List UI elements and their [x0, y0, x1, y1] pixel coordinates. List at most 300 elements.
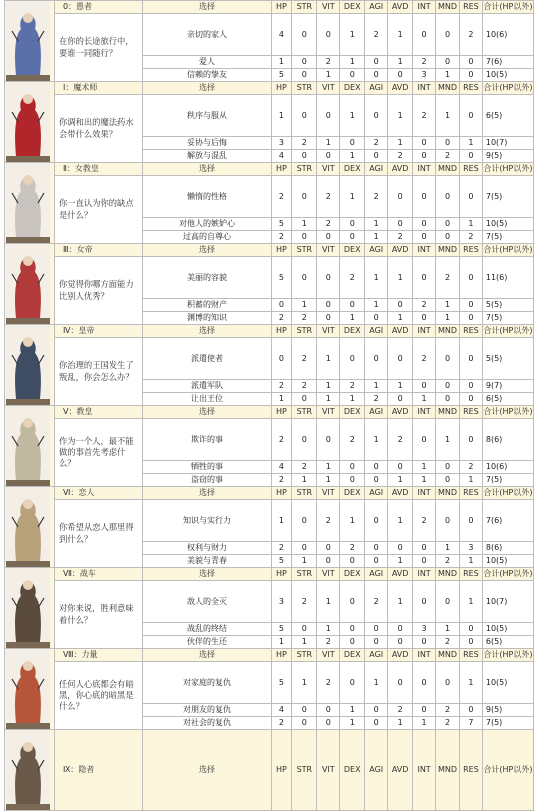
stat-value: 1 [317, 69, 340, 82]
stat-header-dex: DEX [340, 649, 365, 662]
card-title: Ⅴ：教皇 [54, 406, 143, 419]
stat-value: 0 [413, 542, 436, 555]
stat-header-vit: VIT [317, 244, 340, 257]
stat-value: 1 [292, 299, 317, 312]
stat-value: 2 [436, 636, 460, 649]
stat-value: 0 [436, 380, 460, 393]
card-question: 作为一个人，最不能做的事首先考虑什么？ [54, 419, 143, 487]
stat-header-avd: AVD [388, 730, 413, 811]
stat-header-vit: VIT [317, 1, 340, 14]
stat-value: 1 [340, 393, 365, 406]
option-label: 对朋友的复仇 [143, 704, 271, 717]
stat-value: 11(6) [482, 257, 533, 299]
card-header-row [5, 163, 534, 176]
stat-value: 0 [340, 555, 365, 568]
stat-value: 1 [292, 555, 317, 568]
stat-value: 9(5) [482, 704, 533, 717]
stat-value: 0 [413, 555, 436, 568]
stat-value: 1 [317, 623, 340, 636]
stat-value: 0 [292, 176, 317, 218]
stat-value: 2 [317, 500, 340, 542]
card-title: Ⅸ：隐者 [54, 730, 143, 811]
stat-header-res: RES [459, 244, 482, 257]
stat-value: 0 [436, 218, 460, 231]
stat-header-dex: DEX [340, 406, 365, 419]
stat-value: 2 [317, 636, 340, 649]
stat-header-avd: AVD [388, 163, 413, 176]
stat-value: 5 [271, 555, 292, 568]
stat-value: 0 [271, 338, 292, 380]
stat-header-dex: DEX [340, 82, 365, 95]
stat-value: 2 [317, 218, 340, 231]
tarot-card [5, 487, 51, 567]
stat-value: 2 [292, 461, 317, 474]
stat-value: 4 [271, 461, 292, 474]
stat-value: 2 [317, 176, 340, 218]
stat-value: 2 [459, 461, 482, 474]
stat-value: 2 [436, 257, 460, 299]
select-header: 选择 [143, 244, 271, 257]
stat-value: 2 [271, 312, 292, 325]
stat-header-res: RES [459, 325, 482, 338]
stat-value: 0 [388, 542, 413, 555]
tarot-card [5, 406, 51, 486]
stat-value: 0 [317, 95, 340, 137]
stat-value: 0 [340, 581, 365, 623]
stat-value: 0 [365, 56, 388, 69]
stat-value: 1 [436, 95, 460, 137]
stat-header-int: INT [413, 730, 436, 811]
card-question: 你调和出的魔法药水会带什么效果？ [54, 95, 143, 163]
stat-value: 7(5) [482, 717, 533, 730]
stat-header-hp: 合计(HP以外) [482, 649, 533, 662]
stat-value: 1 [436, 542, 460, 555]
tarot-card-illustration [6, 325, 50, 405]
stat-header-agi: AGI [365, 406, 388, 419]
card-header-row [5, 649, 534, 662]
option-row [5, 95, 534, 137]
stat-value: 1 [388, 257, 413, 299]
select-header: 选择 [143, 730, 271, 811]
stat-value: 0 [365, 69, 388, 82]
card-header-row [5, 244, 534, 257]
stat-value: 0 [413, 419, 436, 461]
stat-header-res: RES [459, 730, 482, 811]
stat-header-dex: DEX [340, 568, 365, 581]
card-question: 你一直认为你的缺点是什么？ [54, 176, 143, 244]
stat-value: 3 [459, 542, 482, 555]
stat-value: 0 [340, 231, 365, 244]
stat-header-str: STR [292, 406, 317, 419]
stat-value: 1 [317, 461, 340, 474]
stat-value: 0 [388, 69, 413, 82]
stat-value: 2 [271, 380, 292, 393]
stat-value: 0 [317, 717, 340, 730]
stat-value: 2 [340, 419, 365, 461]
tarot-card [5, 1, 51, 81]
option-label: 牺牲的事 [143, 461, 271, 474]
stat-value: 1 [436, 69, 460, 82]
stat-value: 3 [413, 623, 436, 636]
option-label: 对他人的嫉妒心 [143, 218, 271, 231]
tarot-card-illustration [6, 406, 50, 486]
stat-header-vit: VIT [317, 487, 340, 500]
stat-value: 1 [317, 474, 340, 487]
stat-header-dex: DEX [340, 730, 365, 811]
tarot-card [5, 244, 51, 324]
option-row [5, 662, 534, 704]
stat-value: 1 [413, 393, 436, 406]
stat-value: 1 [388, 474, 413, 487]
stat-header-res: RES [459, 649, 482, 662]
card-image-cell [5, 649, 55, 730]
stat-value: 2 [436, 555, 460, 568]
stat-value: 2 [388, 150, 413, 163]
stat-value: 0 [340, 218, 365, 231]
stat-value: 0 [292, 419, 317, 461]
option-label: 盗窃的事 [143, 474, 271, 487]
stat-value: 0 [436, 231, 460, 244]
stat-value: 0 [292, 542, 317, 555]
card-image-cell [5, 244, 55, 325]
stat-header-hp: 合计(HP以外) [482, 406, 533, 419]
tarot-card [5, 649, 51, 729]
stat-value: 1 [271, 636, 292, 649]
stat-value: 2 [365, 137, 388, 150]
stat-value: 2 [436, 717, 460, 730]
stat-value: 0 [388, 393, 413, 406]
stat-header-vit: VIT [317, 163, 340, 176]
stat-header-vit: VIT [317, 649, 340, 662]
stat-value: 2 [271, 542, 292, 555]
stat-header-mnd: MND [436, 568, 460, 581]
stat-value: 7(5) [482, 312, 533, 325]
select-header: 选择 [143, 325, 271, 338]
card-question: 任何人心底都会有暗黑，你心底的暗黑是什么？ [54, 662, 143, 730]
stat-value: 1 [388, 95, 413, 137]
option-label: 欺诈的事 [143, 419, 271, 461]
stat-value: 0 [413, 662, 436, 704]
stat-header-str: STR [292, 730, 317, 811]
select-header: 选择 [143, 568, 271, 581]
stat-value: 1 [388, 56, 413, 69]
stat-value: 0 [388, 662, 413, 704]
stat-header-int: INT [413, 487, 436, 500]
stat-value: 0 [388, 623, 413, 636]
option-row [5, 581, 534, 623]
stat-header-hp: HP [271, 244, 292, 257]
stat-value: 1 [317, 137, 340, 150]
stat-value: 1 [413, 474, 436, 487]
stat-value: 1 [388, 581, 413, 623]
stat-value: 0 [459, 704, 482, 717]
stat-value: 1 [317, 581, 340, 623]
stat-value: 0 [459, 95, 482, 137]
stat-value: 0 [436, 137, 460, 150]
tarot-card [5, 325, 51, 405]
stat-value: 0 [317, 312, 340, 325]
stat-value: 10(7) [482, 581, 533, 623]
option-label: 爱人 [143, 56, 271, 69]
stat-value: 10(5) [482, 662, 533, 704]
stat-value: 2 [459, 14, 482, 56]
stat-value: 10(5) [482, 623, 533, 636]
stat-value: 0 [340, 69, 365, 82]
stat-value: 1 [271, 95, 292, 137]
stat-header-vit: VIT [317, 82, 340, 95]
stat-header-hp: HP [271, 325, 292, 338]
stat-header-avd: AVD [388, 487, 413, 500]
card-image-cell [5, 1, 55, 82]
option-label: 过高的自尊心 [143, 231, 271, 244]
stat-header-agi: AGI [365, 325, 388, 338]
stat-header-hp: HP [271, 163, 292, 176]
stat-value: 0 [436, 176, 460, 218]
stat-value: 2 [459, 231, 482, 244]
stat-header-vit: VIT [317, 568, 340, 581]
stat-header-mnd: MND [436, 82, 460, 95]
stat-value: 0 [459, 393, 482, 406]
stat-header-agi: AGI [365, 163, 388, 176]
stat-value: 1 [271, 500, 292, 542]
tarot-card-illustration [6, 487, 50, 567]
stat-value: 2 [388, 419, 413, 461]
stat-value: 0 [413, 257, 436, 299]
stat-value: 1 [413, 717, 436, 730]
card-title: Ⅱ：女教皇 [54, 163, 143, 176]
stat-value: 5 [271, 662, 292, 704]
option-label: 妥协与后悔 [143, 137, 271, 150]
option-label: 战乱的终结 [143, 623, 271, 636]
stat-value: 7(6) [482, 56, 533, 69]
stat-value: 1 [340, 56, 365, 69]
stat-header-avd: AVD [388, 406, 413, 419]
stat-header-hp: HP [271, 649, 292, 662]
stat-value: 0 [436, 474, 460, 487]
card-title: Ⅲ：女帝 [54, 244, 143, 257]
stat-value: 0 [459, 299, 482, 312]
stat-header-avd: AVD [388, 82, 413, 95]
card-title: Ⅳ：皇帝 [54, 325, 143, 338]
stat-value: 4 [271, 704, 292, 717]
stat-value: 9(7) [482, 380, 533, 393]
stat-header-agi: AGI [365, 649, 388, 662]
stat-value: 0 [317, 419, 340, 461]
stat-value: 0 [459, 623, 482, 636]
card-header-row [5, 82, 534, 95]
stat-value: 0 [340, 338, 365, 380]
select-header: 选择 [143, 82, 271, 95]
card-image-cell [5, 568, 55, 649]
stat-value: 2 [317, 56, 340, 69]
stat-header-agi: AGI [365, 568, 388, 581]
stat-value: 0 [413, 231, 436, 244]
stat-value: 0 [317, 14, 340, 56]
stat-header-mnd: MND [436, 649, 460, 662]
stat-value: 1 [365, 218, 388, 231]
stat-header-int: INT [413, 325, 436, 338]
stat-value: 1 [365, 299, 388, 312]
stat-value: 0 [317, 231, 340, 244]
stat-value: 1 [365, 662, 388, 704]
option-label: 亲切的家人 [143, 14, 271, 56]
stat-value: 1 [459, 137, 482, 150]
tarot-card [5, 82, 51, 162]
stat-value: 5 [271, 257, 292, 299]
stat-value: 1 [388, 312, 413, 325]
option-label: 敌人的全灭 [143, 581, 271, 623]
stat-value: 1 [388, 380, 413, 393]
stat-value: 10(5) [482, 218, 533, 231]
stat-header-hp: 合计(HP以外) [482, 730, 533, 811]
option-label: 伙伴的生还 [143, 636, 271, 649]
stat-value: 0 [459, 176, 482, 218]
stat-value: 0 [436, 338, 460, 380]
stat-value: 0 [413, 14, 436, 56]
stat-header-mnd: MND [436, 244, 460, 257]
stat-value: 0 [365, 623, 388, 636]
stat-header-mnd: MND [436, 487, 460, 500]
stat-header-dex: DEX [340, 244, 365, 257]
stat-value: 1 [340, 95, 365, 137]
stat-header-int: INT [413, 82, 436, 95]
stat-header-hp: HP [271, 568, 292, 581]
stat-value: 1 [459, 218, 482, 231]
option-row [5, 338, 534, 380]
stat-value: 2 [413, 56, 436, 69]
option-label: 派遣使者 [143, 338, 271, 380]
stat-value: 6(5) [482, 636, 533, 649]
stat-value: 6(5) [482, 393, 533, 406]
option-label: 让出王位 [143, 393, 271, 406]
tarot-card-illustration [6, 1, 50, 81]
stat-value: 2 [413, 299, 436, 312]
stat-value: 5 [271, 623, 292, 636]
stat-value: 0 [340, 623, 365, 636]
option-label: 解放与混乱 [143, 150, 271, 163]
stat-header-int: INT [413, 1, 436, 14]
tarot-card [5, 163, 51, 243]
stat-header-res: RES [459, 487, 482, 500]
option-row [5, 176, 534, 218]
stat-value: 0 [459, 380, 482, 393]
stat-value: 1 [388, 14, 413, 56]
stat-value: 2 [340, 257, 365, 299]
card-header-row [5, 1, 534, 14]
tarot-card-illustration [6, 82, 50, 162]
stat-value: 1 [436, 299, 460, 312]
stat-value: 1 [271, 393, 292, 406]
stat-value: 0 [436, 662, 460, 704]
card-header-row [5, 568, 534, 581]
stat-value: 2 [292, 338, 317, 380]
stat-value: 2 [388, 231, 413, 244]
option-row [5, 14, 534, 56]
stat-value: 0 [436, 500, 460, 542]
stat-value: 7(5) [482, 231, 533, 244]
stat-value: 0 [340, 299, 365, 312]
stat-value: 1 [340, 500, 365, 542]
option-label: 懒惰的性格 [143, 176, 271, 218]
stat-value: 0 [459, 257, 482, 299]
stat-value: 0 [271, 299, 292, 312]
stat-value: 0 [388, 636, 413, 649]
stat-value: 0 [365, 474, 388, 487]
stat-header-str: STR [292, 568, 317, 581]
stat-value: 7 [459, 717, 482, 730]
stat-value: 10(5) [482, 69, 533, 82]
stat-value: 1 [340, 176, 365, 218]
stat-header-agi: AGI [365, 487, 388, 500]
stat-value: 0 [365, 150, 388, 163]
stat-header-avd: AVD [388, 568, 413, 581]
stat-value: 2 [365, 581, 388, 623]
stat-value: 0 [340, 636, 365, 649]
stat-value: 1 [271, 56, 292, 69]
card-question: 你治理的王国发生了叛乱，你会怎么办？ [54, 338, 143, 406]
stat-value: 0 [459, 150, 482, 163]
tarot-card-illustration [6, 649, 50, 729]
stat-value: 2 [413, 95, 436, 137]
stat-value: 1 [436, 312, 460, 325]
stat-value: 1 [388, 137, 413, 150]
stat-header-int: INT [413, 649, 436, 662]
stat-value: 1 [340, 704, 365, 717]
stat-header-hp: HP [271, 487, 292, 500]
stat-value: 0 [459, 56, 482, 69]
stat-value: 1 [317, 338, 340, 380]
stat-header-hp: 合计(HP以外) [482, 325, 533, 338]
stat-header-str: STR [292, 1, 317, 14]
stat-value: 0 [413, 581, 436, 623]
stat-value: 1 [413, 461, 436, 474]
stat-header-int: INT [413, 244, 436, 257]
stat-value: 0 [436, 461, 460, 474]
card-header-row [5, 406, 534, 419]
stat-header-hp: 合计(HP以外) [482, 244, 533, 257]
option-label: 对社会的复仇 [143, 717, 271, 730]
option-label: 渊博的知识 [143, 312, 271, 325]
stat-header-dex: DEX [340, 487, 365, 500]
stat-value: 2 [365, 176, 388, 218]
card-title: Ⅶ：战车 [54, 568, 143, 581]
stat-value: 1 [436, 623, 460, 636]
stat-value: 0 [413, 176, 436, 218]
stat-value: 5 [271, 69, 292, 82]
card-question: 在你的长途旅行中，要谁一同随行？ [54, 14, 143, 82]
stat-value: 2 [317, 662, 340, 704]
card-header-row [5, 730, 534, 811]
stat-header-agi: AGI [365, 1, 388, 14]
stat-value: 2 [436, 704, 460, 717]
option-label: 美丽的容貌 [143, 257, 271, 299]
stat-header-hp: 合计(HP以外) [482, 568, 533, 581]
card-image-cell [5, 82, 55, 163]
stat-value: 0 [365, 461, 388, 474]
select-header: 选择 [143, 649, 271, 662]
stat-header-str: STR [292, 649, 317, 662]
option-label: 信赖的挚友 [143, 69, 271, 82]
stat-value: 2 [365, 14, 388, 56]
stat-header-hp: 合计(HP以外) [482, 487, 533, 500]
stat-header-hp: 合计(HP以外) [482, 82, 533, 95]
stat-value: 0 [292, 231, 317, 244]
stat-header-str: STR [292, 82, 317, 95]
stat-value: 1 [365, 231, 388, 244]
stat-value: 0 [436, 56, 460, 69]
stat-value: 2 [271, 717, 292, 730]
tarot-card-illustration [6, 730, 50, 810]
